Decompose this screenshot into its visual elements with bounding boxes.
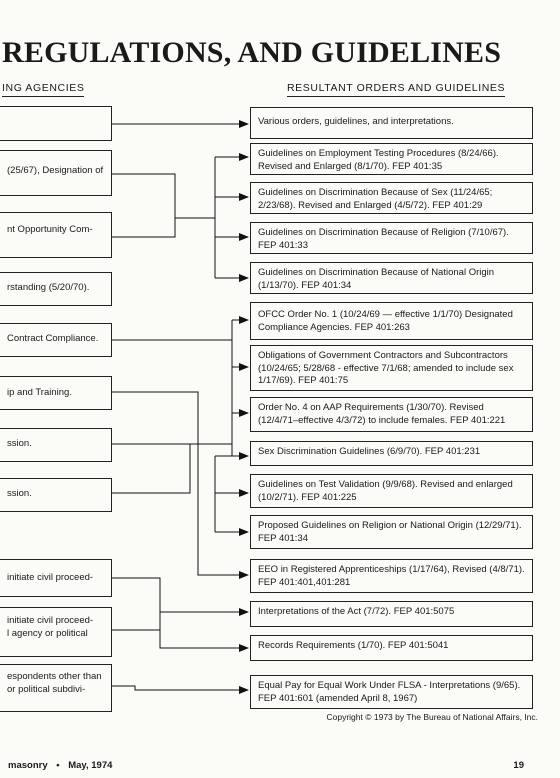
left-agency-box: initiate civil proceed-	[0, 559, 112, 597]
guideline-box: Guidelines on Discrimination Because of Religion (7/10/67). FEP 401:33	[250, 222, 533, 254]
page-title: REGULATIONS, AND GUIDELINES	[2, 36, 502, 69]
guideline-box: Records Requirements (1/70). FEP 401:5041	[250, 635, 533, 661]
connector-line	[112, 578, 248, 630]
bullet-separator: •	[56, 760, 60, 771]
copyright-notice: Copyright © 1973 by The Bureau of National Affairs, Inc.	[326, 712, 538, 722]
left-agency-box: Contract Compliance.	[0, 323, 112, 357]
left-agency-box: espondents other than or political subdivi-	[0, 664, 112, 712]
issue-date: May, 1974	[68, 760, 113, 771]
page-footer	[8, 760, 112, 771]
left-agency-box	[0, 106, 112, 141]
left-agency-box: ssion.	[0, 428, 112, 462]
guideline-box: EEO in Registered Apprenticeships (1/17/64), Revised (4/8/71). FEP 401:401,401:281	[250, 559, 533, 593]
guideline-box: Guidelines on Test Validation (9/9/68). Revised and enlarged (10/2/71). FEP 401:225	[250, 474, 533, 508]
left-agency-box: (25/67), Designation of	[0, 150, 112, 196]
guideline-box: Guidelines on Employment Testing Procedures (8/24/66). Revised and Enlarged (8/1/70). FEP 401:35	[250, 143, 533, 175]
page-number: 19	[513, 760, 524, 771]
left-agency-box: nt Opportunity Com-	[0, 212, 112, 258]
left-agency-box: ip and Training.	[0, 376, 112, 410]
guideline-box: Equal Pay for Equal Work Under FLSA - Interpretations (9/65). FEP 401:601 (amended April 8, 1967)	[250, 675, 533, 709]
arrow-line	[160, 630, 248, 648]
left-agency-box: ssion.	[0, 478, 112, 512]
publication-name: masonry	[8, 760, 48, 771]
guideline-box: OFCC Order No. 1 (10/24/69 — effective 1/1/70) Designated Compliance Agencies. FEP 401:263	[250, 302, 533, 340]
guideline-box: Guidelines on Discrimination Because of Sex (11/24/65; 2/23/68). Revised and Enlarged (4/5/72). FEP 401:29	[250, 182, 533, 214]
guideline-box: Sex Discrimination Guidelines (6/9/70). FEP 401:231	[250, 441, 533, 466]
guideline-box: Various orders, guidelines, and interpretations.	[250, 107, 533, 139]
arrow-line	[112, 686, 248, 690]
arrow-line	[112, 392, 248, 575]
guideline-box: Guidelines on Discrimination Because of National Origin (1/13/70). FEP 401:34	[250, 262, 533, 294]
guideline-box: Interpretations of the Act (7/72). FEP 401:5075	[250, 601, 533, 627]
left-agency-box: rstanding (5/20/70).	[0, 272, 112, 306]
left-agency-box: initiate civil proceed- l agency or political	[0, 607, 112, 657]
guideline-box: Order No. 4 on AAP Requirements (1/30/70). Revised (12/4/71–effective 4/3/72) to include females. FEP 401:221	[250, 397, 533, 432]
left-column-header: ING AGENCIES	[2, 82, 84, 97]
connector-line	[215, 320, 232, 532]
right-column-header: RESULTANT ORDERS AND GUIDELINES	[287, 82, 505, 97]
guideline-box: Proposed Guidelines on Religion or National Origin (12/29/71). FEP 401:34	[250, 515, 533, 549]
guideline-box: Obligations of Government Contractors and Subcontractors (10/24/65; 5/28/68 - effective 7/1/68; amended to include sex 1/17/69). FEP 401:75	[250, 345, 533, 391]
connector-line	[112, 340, 232, 493]
connector-line	[112, 174, 215, 237]
